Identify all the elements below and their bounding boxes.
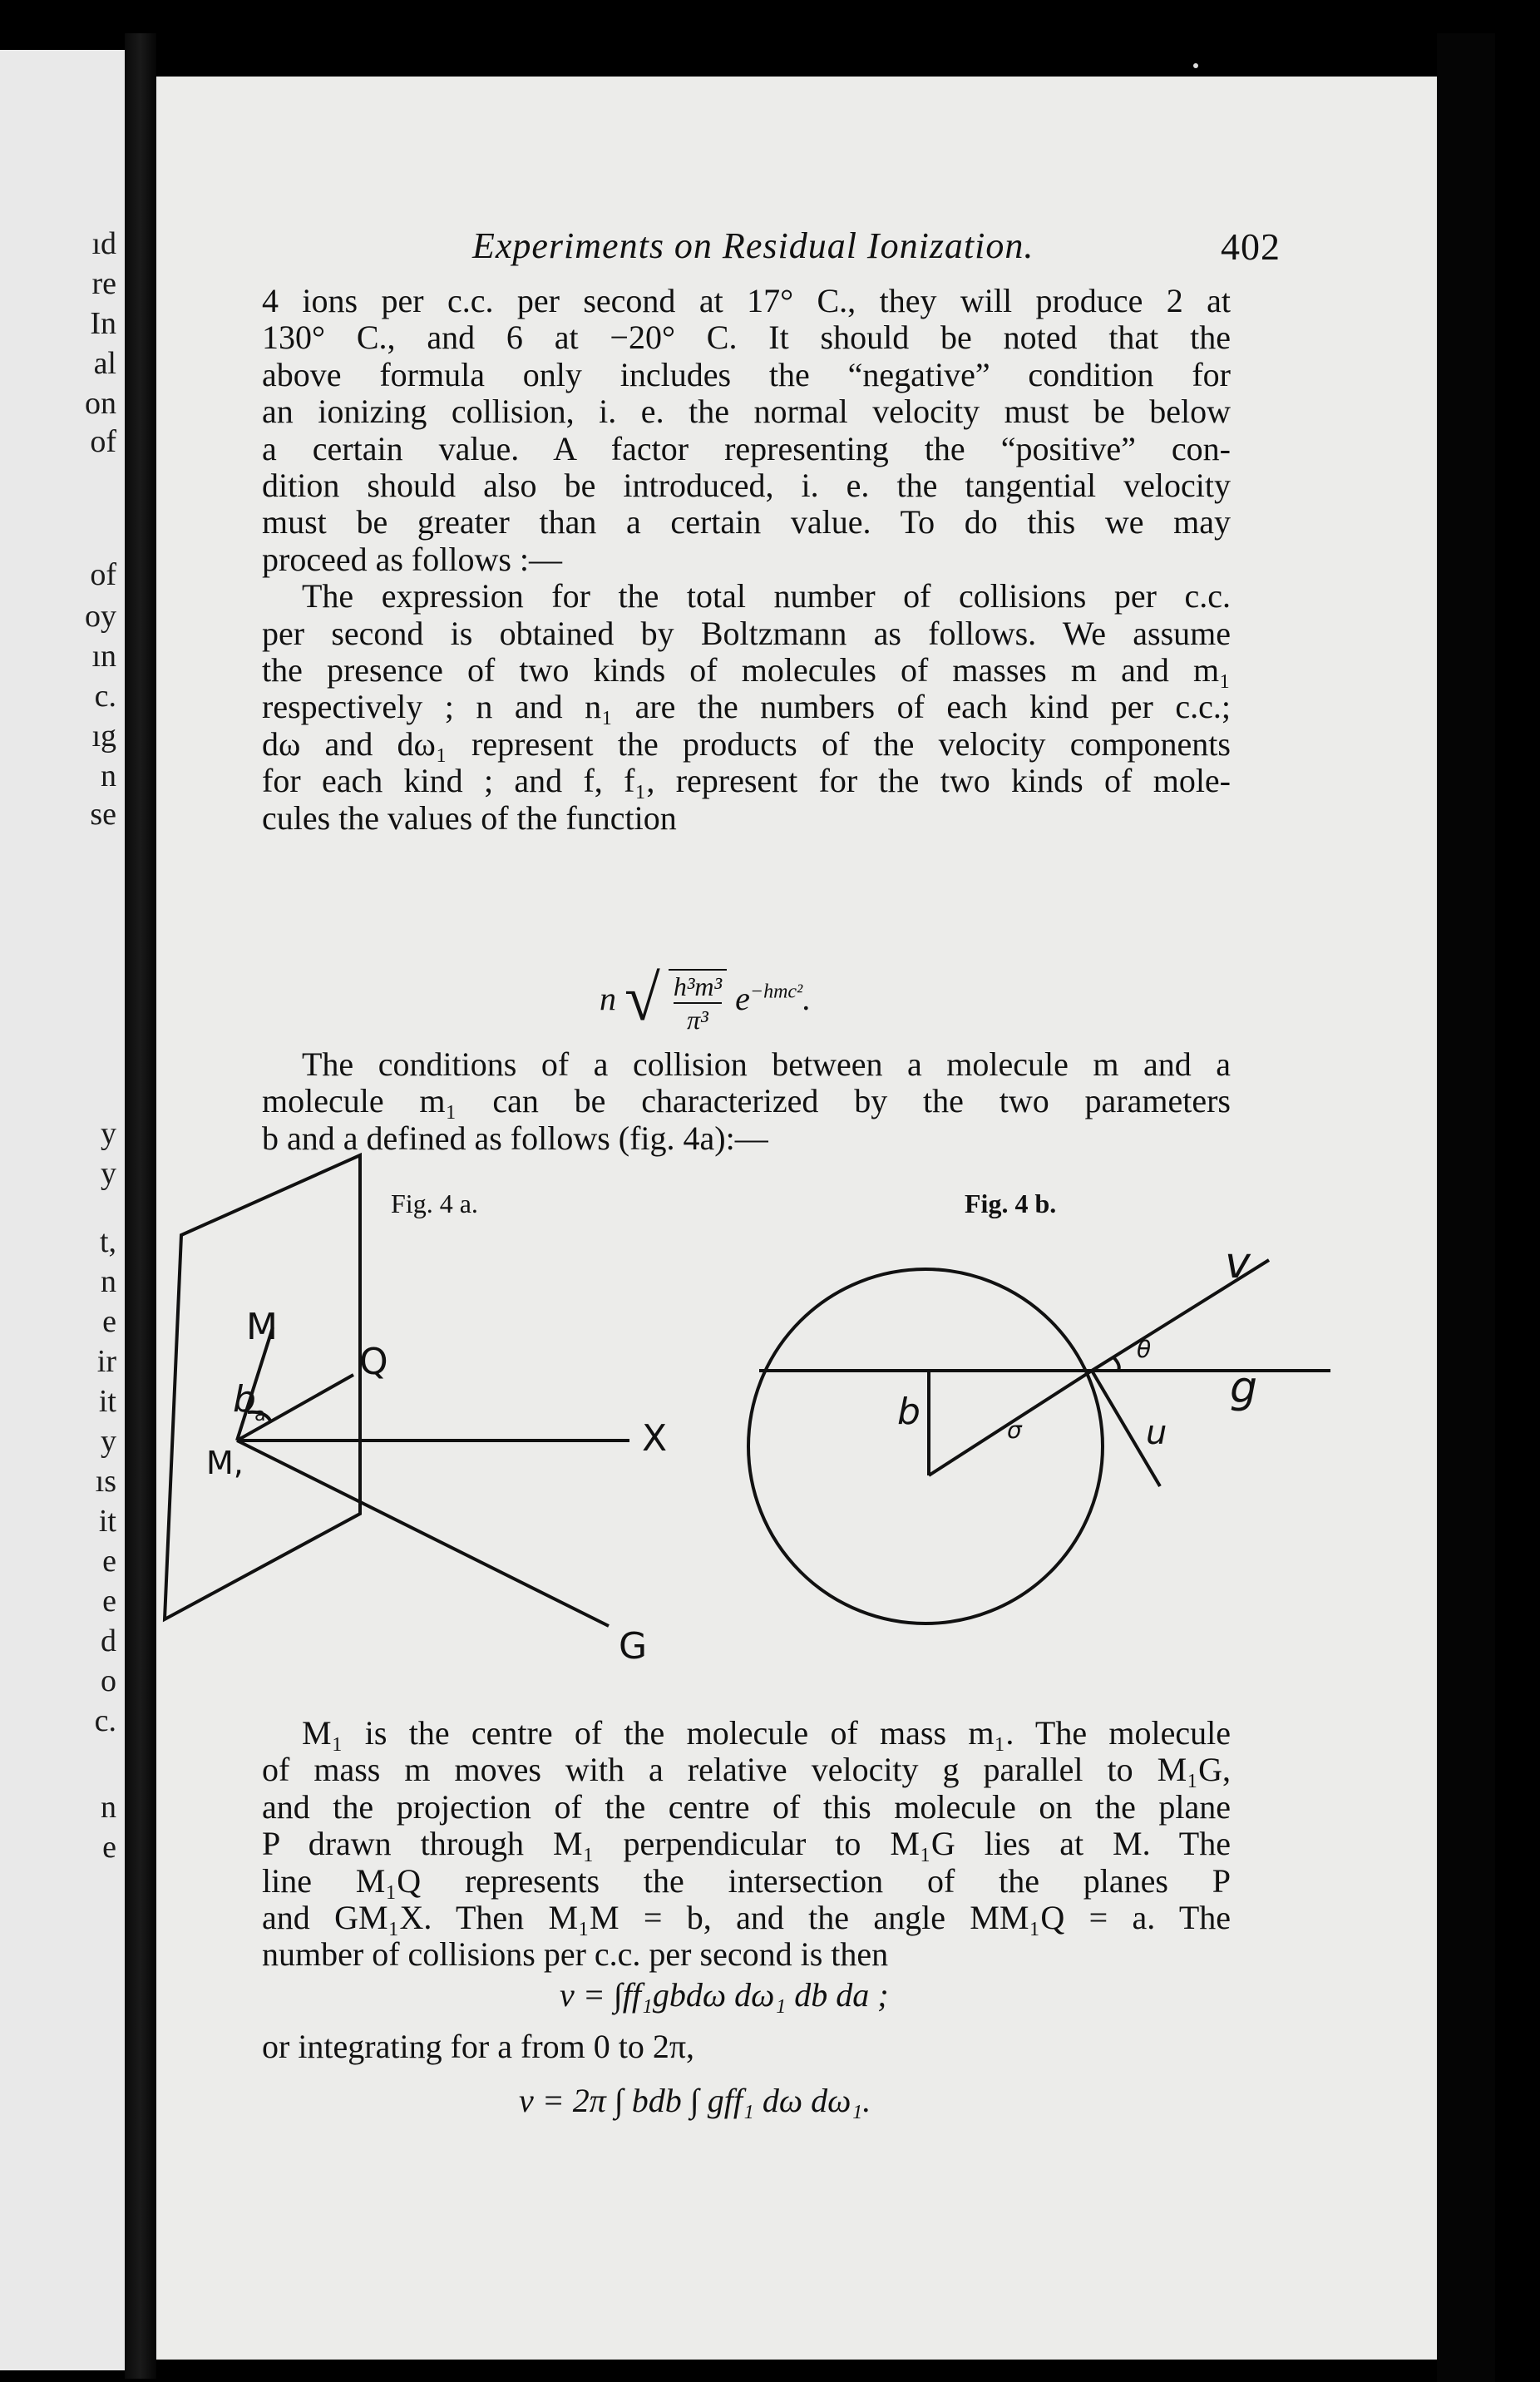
text-line: respectively ; n and n₁ are the numbers of each kind per c.c.; [262, 688, 1231, 726]
left-page-fragment: y [101, 1116, 116, 1151]
left-page-fragment: y [101, 1424, 116, 1459]
paragraph-continuation [262, 283, 1231, 578]
left-page-fragment: c. [94, 1703, 116, 1738]
label-theta: θ [1137, 1336, 1152, 1363]
left-page-fragment: e [102, 1544, 116, 1579]
left-page-fragment: of [90, 557, 116, 592]
text-line: 130° C., and 6 at −20° C. It should be noted that the [262, 319, 1231, 357]
plane-p [165, 1155, 360, 1619]
running-head: Experiments on Residual Ionization. [472, 225, 1034, 266]
label-g: g [1230, 1363, 1258, 1413]
left-page-fragment: re [91, 266, 116, 301]
left-page-fragment: on [85, 386, 116, 421]
integration-remark: or integrating for a from 0 to 2π, [262, 2028, 695, 2065]
formula-denominator: π³ [687, 1004, 708, 1035]
left-page-fragment: c. [94, 679, 116, 714]
text-line: molecule m₁ can be characterized by the two parameters [262, 1082, 1231, 1120]
body-text-middle [262, 1046, 1231, 1157]
label-a: a [254, 1405, 266, 1426]
book-gutter [125, 33, 156, 2379]
figure-4b-caption: Fig. 4 b. [965, 1189, 1057, 1218]
text-line: and the projection of the centre of this molecule on the plane [262, 1787, 1231, 1826]
paragraph-collision-conditions [262, 1046, 1231, 1157]
label-sigma: σ [1007, 1416, 1022, 1444]
formula-exponent: −hmc² [749, 981, 803, 1003]
left-page-fragment: t, [99, 1224, 116, 1259]
dust-speck [1193, 63, 1198, 68]
figure-4b [748, 1260, 1330, 1623]
maxwell-function-formula [600, 961, 811, 1035]
left-page-fragment: n [101, 1790, 116, 1825]
label-b-4a: b [233, 1378, 256, 1421]
collision-sphere [748, 1269, 1103, 1623]
left-page-fragment: y [101, 1156, 116, 1191]
label-u: u [1146, 1414, 1167, 1452]
text-line: cules the values of the function [262, 798, 677, 837]
left-page-fragment: it [98, 1384, 116, 1419]
text-line: proceed as follows :— [262, 540, 563, 578]
line-m1-g [237, 1441, 609, 1626]
text-line: number of collisions per c.c. per second is then [262, 1935, 889, 1974]
text-line: must be greater than a certain value. To do this we may [262, 503, 1231, 541]
text-line: an ionizing collision, i. e. the normal velocity must be below [262, 393, 1231, 431]
left-page-strip [0, 50, 125, 2370]
text-line: per second is obtained by Boltzmann as follows. We assume [262, 614, 1231, 652]
formula-suffix: . [802, 980, 812, 1017]
body-text-bottom [262, 1715, 1231, 1974]
left-page-fragment: se [90, 797, 116, 832]
text-line: dω and dω₁ represent the products of the velocity components [262, 724, 1231, 763]
book-page [156, 77, 1437, 2360]
page-number: 402 [1221, 225, 1281, 268]
text-line: 4 ions per c.c. per second at 17° C., they will produce 2 at [262, 282, 1231, 319]
left-page-fragment: it [98, 1504, 116, 1539]
integrated-collision-formula: ν = 2π ∫ bdb ∫ gff₁ dω dω₁. [519, 2082, 871, 2119]
formula-prefix: n [600, 980, 616, 1017]
left-page-fragment: oy [85, 599, 116, 634]
text-line: The conditions of a collision between a molecule m and a [302, 1045, 1231, 1083]
left-page-fragment: of [90, 424, 116, 459]
label-M: M [246, 1306, 278, 1348]
left-page-fragment: e [102, 1584, 116, 1618]
label-X: X [642, 1417, 668, 1460]
label-G: G [619, 1625, 648, 1668]
text-line: above formula only includes the “negative” condition for [262, 355, 1231, 393]
label-Q: Q [359, 1341, 388, 1383]
collision-number-formula: ν = ∫ff₁gbdω dω₁ db da ; [560, 1976, 889, 2014]
left-page-fragment: ıd [91, 226, 116, 261]
left-page-fragment: ın [91, 639, 116, 674]
label-b-4b: b [897, 1391, 921, 1433]
paragraph-boltzmann [262, 578, 1231, 837]
left-page-fragment: e [102, 1304, 116, 1339]
theta-arc [1113, 1357, 1119, 1371]
left-page-fragment: ıg [91, 719, 116, 754]
formula-numerator: h³m³ [674, 971, 722, 1004]
formula-fraction [669, 969, 727, 1035]
left-page-fragment: n [101, 1264, 116, 1299]
label-v: v [1225, 1238, 1251, 1288]
radical-sign: √ [624, 961, 660, 1034]
text-line: of mass m moves with a relative velocity g parallel to M₁G, [262, 1751, 1231, 1789]
text-line: dition should also be introduced, i. e. the tangential velocity [262, 467, 1231, 505]
left-page-fragment: ir [96, 1344, 116, 1379]
right-page-edge [1437, 33, 1495, 2382]
left-page-fragment: al [93, 346, 116, 381]
left-page-fragment: e [102, 1830, 116, 1865]
figure-4a-caption: Fig. 4 a. [391, 1189, 478, 1218]
body-text-top [262, 283, 1231, 837]
text-line: for each kind ; and f, f₁, represent for the two kinds of mole- [262, 762, 1231, 800]
label-M1: M, [206, 1445, 244, 1481]
text-line: the presence of two kinds of molecules of masses m and m₁ [262, 651, 1231, 689]
left-page-fragment: ıs [95, 1464, 116, 1499]
text-line: and GM₁X. Then M₁M = b, and the angle MM₁Q = a. The [262, 1899, 1231, 1937]
left-page-fragment: o [101, 1663, 116, 1698]
formula-exponential: e [735, 980, 750, 1017]
left-page-fragment: In [90, 306, 116, 341]
paragraph-geometry [262, 1715, 1231, 1974]
text-line: P drawn through M₁ perpendicular to M₁G lies at M. The [262, 1825, 1231, 1863]
text-line: b and a defined as follows (fig. 4a):— [262, 1119, 768, 1157]
left-page-fragment: d [101, 1623, 116, 1658]
text-line: a certain value. A factor representing the “positive” con- [262, 429, 1231, 467]
text-line: M₁ is the centre of the molecule of mass m₁. The molecule [302, 1714, 1231, 1752]
left-page-fragment: n [101, 759, 116, 793]
text-line: line M₁Q represents the intersection of the planes P [262, 1861, 1231, 1900]
text-line: The expression for the total number of collisions per c.c. [302, 577, 1231, 615]
